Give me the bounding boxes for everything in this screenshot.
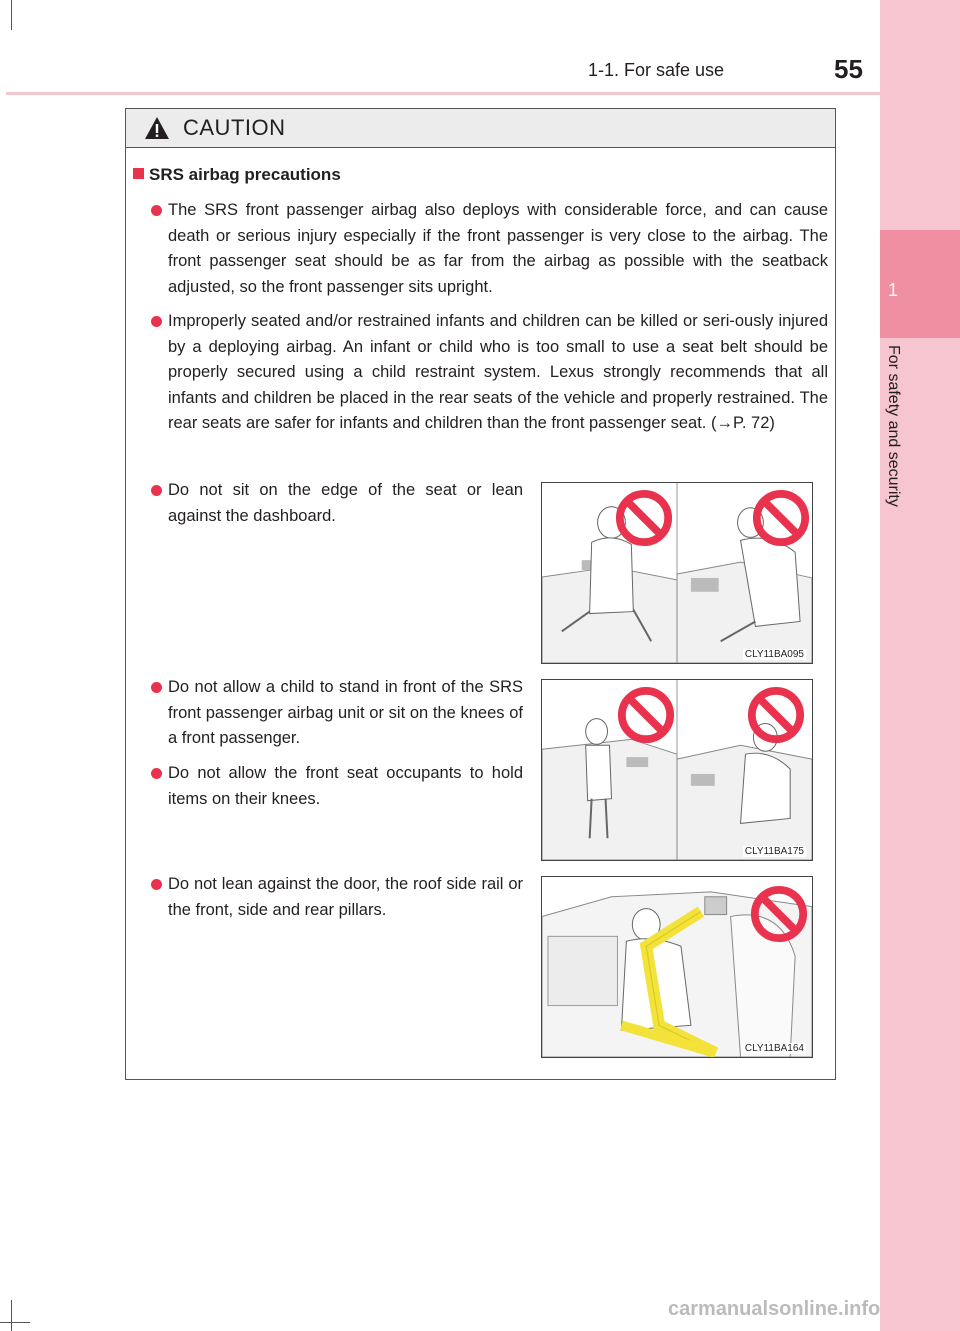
chapter-label: For safety and security xyxy=(885,345,902,507)
square-bullet-icon xyxy=(133,168,144,179)
prohibited-icon xyxy=(615,489,673,547)
caution-header xyxy=(126,109,835,148)
bullet-dot-icon xyxy=(151,205,162,216)
figure-code: CLY11BA164 xyxy=(744,1043,804,1054)
page-number: 55 xyxy=(834,54,863,84)
bullet-dot-icon xyxy=(151,682,162,693)
bullet-dot-icon xyxy=(151,879,162,890)
illustration-door-lean xyxy=(541,876,813,1058)
chapter-side-tab xyxy=(880,0,960,1331)
figure-code: CLY11BA175 xyxy=(744,846,804,857)
illustration-dashboard-lean xyxy=(541,482,813,664)
caution-subheading: SRS airbag precautions xyxy=(133,165,341,185)
prohibited-icon xyxy=(750,885,808,943)
header-rule xyxy=(6,92,880,95)
illustration-child-airbag xyxy=(541,679,813,861)
crop-mark xyxy=(11,1300,12,1331)
crop-mark xyxy=(0,1322,30,1323)
caution-bullet: Improperly seated and/or restrained infants and children can be killed or seri-ously injured by a deploying airbag. An infant or child who is too small to use a seat belt should be properly secured using a child restraint system. Lexus strongly recommends that all infants and children be placed in the rear seats of the vehicle and properly restrained. The rear seats are safer for infants and children than the front passenger seat. (→P. 72) xyxy=(168,309,828,437)
caution-title: CAUTION xyxy=(183,115,286,140)
chapter-number: 1 xyxy=(887,280,898,300)
prohibited-icon xyxy=(747,686,805,744)
caution-bullet: Do not sit on the edge of the seat or lean against the dashboard. xyxy=(168,478,523,529)
watermark: carmanualsonline.info xyxy=(668,1298,881,1320)
crop-mark xyxy=(11,0,12,30)
bullet-dot-icon xyxy=(151,485,162,496)
caution-bullet: Do not lean against the door, the roof side rail or the front, side and rear pillars. xyxy=(168,872,523,923)
warning-triangle-icon xyxy=(144,116,170,140)
caution-bullet: Do not allow the front seat occupants to hold items on their knees. xyxy=(168,761,523,812)
section-title: 1-1. For safe use xyxy=(588,60,725,80)
bullet-dot-icon xyxy=(151,768,162,779)
prohibited-icon xyxy=(617,686,675,744)
prohibited-icon xyxy=(752,489,810,547)
caution-bullet: The SRS front passenger airbag also deploys with considerable force, and can cause death or serious injury especially if the front passenger is very close to the airbag. The front passenger seat should be as far from the airbag as possible with the seatback adjusted, so the front passenger sits upright. xyxy=(168,198,828,300)
caution-bullet: Do not allow a child to stand in front of the SRS front passenger airbag unit or sit on the knees of a front passenger. xyxy=(168,675,523,752)
bullet-dot-icon xyxy=(151,316,162,327)
figure-code: CLY11BA095 xyxy=(744,649,804,660)
